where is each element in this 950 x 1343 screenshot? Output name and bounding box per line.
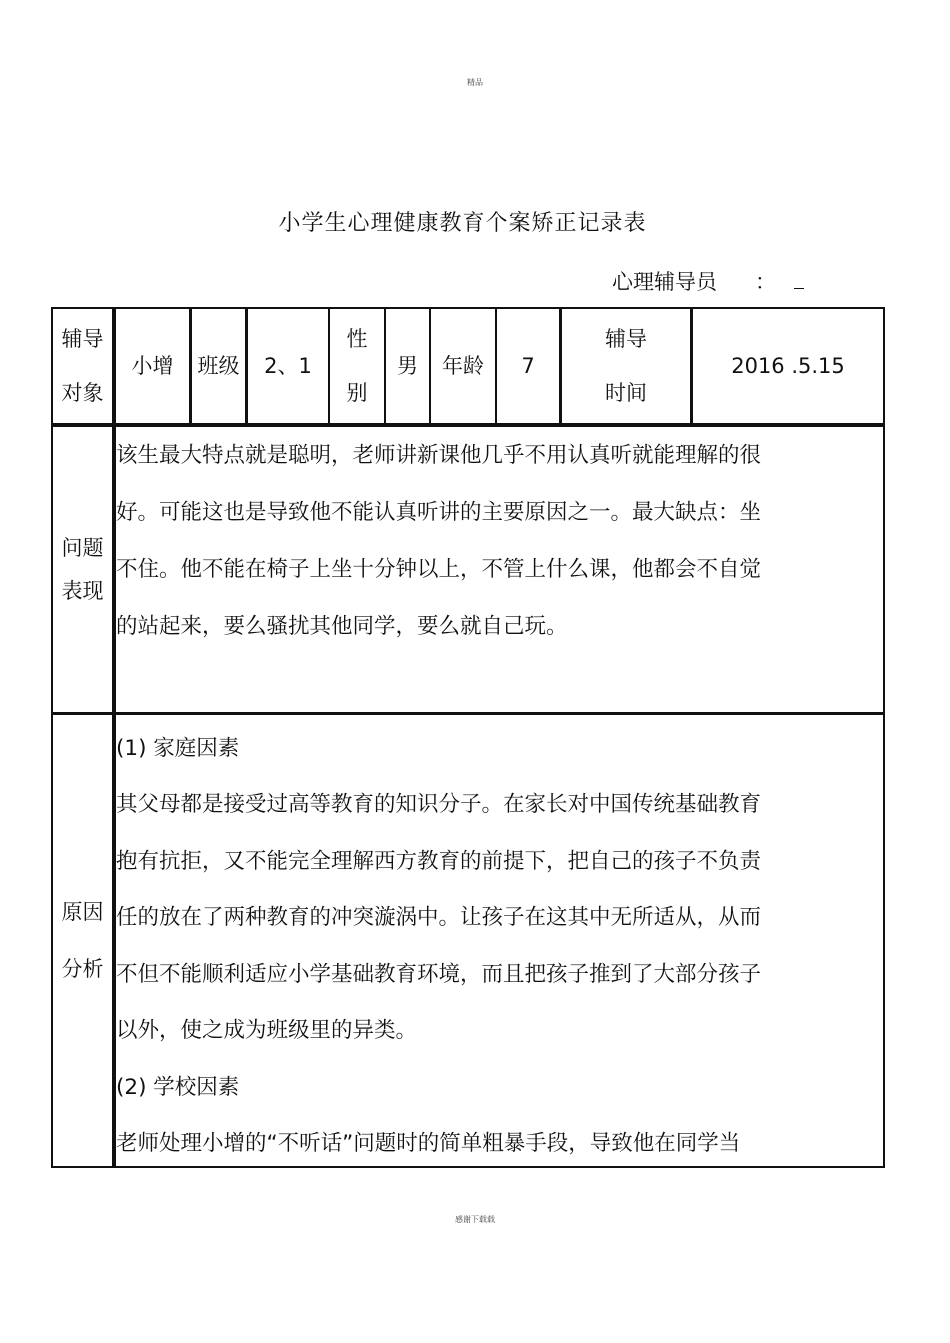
counselor-blank bbox=[794, 274, 804, 289]
cause-label-line2: 分析 bbox=[61, 956, 104, 981]
cause-line: 老师处理小增的“不听话”问题时的简单粗暴手段，导致他在同学当 bbox=[116, 1131, 741, 1156]
gender-label-line1: 性 bbox=[346, 326, 368, 351]
gender-value: 男 bbox=[397, 353, 418, 378]
cause-line: 抱有抗拒，又不能完全理解西方教育的前提下，把自己的孩子不负责 bbox=[116, 849, 762, 874]
record-table bbox=[51, 307, 885, 1168]
gender-label bbox=[330, 309, 384, 423]
page-footer: 感谢下载载 bbox=[455, 1215, 495, 1224]
page-title: 小学生心理健康教育个案矫正记录表 bbox=[278, 211, 647, 236]
time-label-line1: 辅导 bbox=[605, 326, 647, 351]
problem-line: 的站起来，要么骚扰其他同学，要么就自己玩。 bbox=[116, 614, 568, 639]
cause-label-line1: 原因 bbox=[61, 899, 104, 924]
cause-line: 以外，使之成为班级里的异类。 bbox=[116, 1018, 418, 1043]
student-name: 小增 bbox=[131, 353, 174, 378]
counselor-label: 心理辅导员 bbox=[612, 270, 717, 294]
time-label-line2: 时间 bbox=[605, 380, 647, 405]
page-header: 精品 bbox=[467, 78, 483, 87]
problem-label-line1: 问题 bbox=[61, 535, 104, 560]
subject-label-line1: 辅导 bbox=[61, 326, 104, 351]
cause-line: (1) 家庭因素 bbox=[116, 736, 240, 761]
subject-label bbox=[53, 309, 112, 423]
cause-line: 其父母都是接受过高等教育的知识分子。在家长对中国传统基础教育 bbox=[116, 792, 762, 817]
cause-content bbox=[116, 715, 883, 1166]
gender-label-line2: 别 bbox=[346, 380, 368, 405]
problem-line: 该生最大特点就是聪明，老师讲新课他几乎不用认真听就能理解的很 bbox=[116, 443, 762, 468]
problem-line: 不住。他不能在椅子上坐十分钟以上，不管上什么课，他都会不自觉 bbox=[116, 557, 762, 582]
class-label: 班级 bbox=[197, 353, 240, 378]
subject-label-line2: 对象 bbox=[61, 380, 104, 405]
cause-line: 不但不能顺利适应小学基础教育环境，而且把孩子推到了大部分孩子 bbox=[116, 962, 762, 987]
age-label: 年龄 bbox=[442, 353, 484, 378]
problem-content bbox=[116, 427, 883, 712]
class-value: 2、1 bbox=[264, 353, 312, 378]
counselor-line bbox=[612, 266, 804, 296]
counselor-colon: ： bbox=[755, 270, 776, 294]
time-label bbox=[562, 309, 690, 423]
problem-label bbox=[53, 427, 112, 712]
cause-line: (2) 学校因素 bbox=[116, 1075, 240, 1100]
cause-line: 任的放在了两种教育的冲突漩涡中。让孩子在这其中无所适从，从而 bbox=[116, 905, 762, 930]
cause-label bbox=[53, 715, 112, 1166]
time-value: 2016 .5.15 bbox=[731, 353, 845, 378]
problem-line: 好。可能这也是导致他不能认真听讲的主要原因之一。最大缺点：坐 bbox=[116, 500, 762, 525]
problem-label-line2: 表现 bbox=[61, 578, 104, 603]
age-value: 7 bbox=[521, 353, 535, 378]
